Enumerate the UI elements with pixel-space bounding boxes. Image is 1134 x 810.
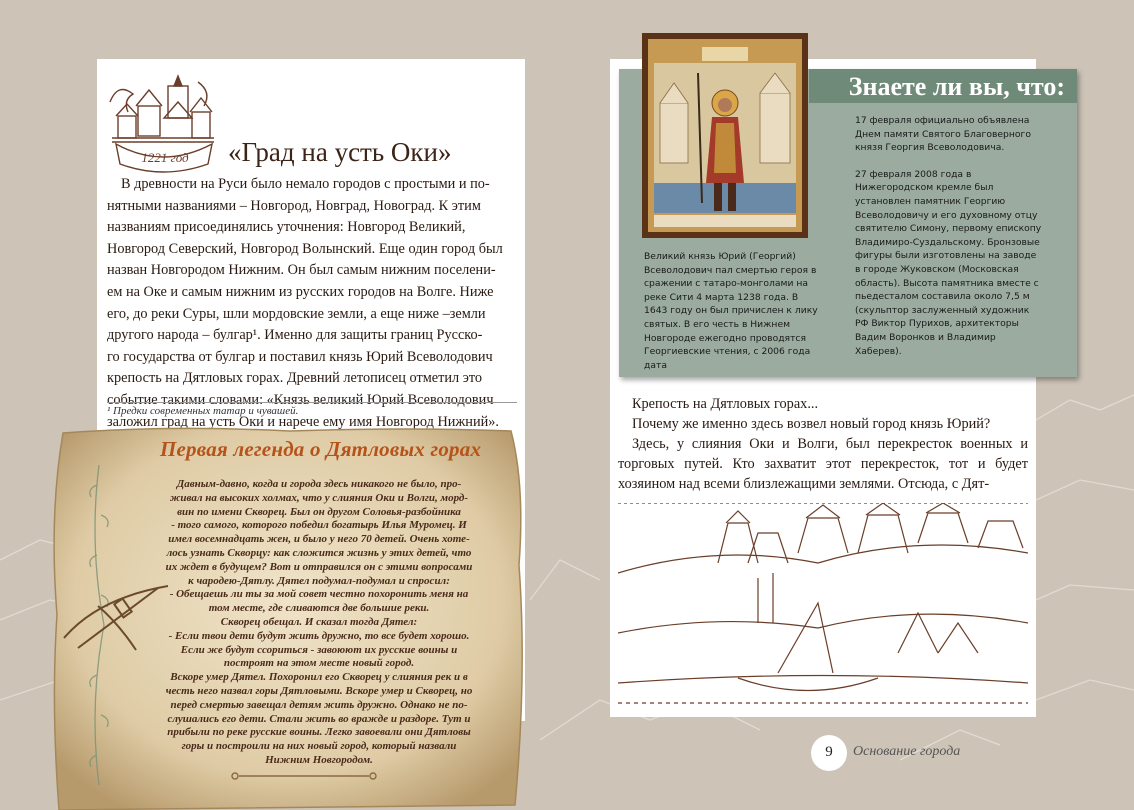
- legend-line: их ждет в будущем? Вот и отправился он с этими вопросами: [165, 560, 473, 573]
- info-box-title: Знаете ли вы, что:: [848, 72, 1065, 101]
- legend-line: построят на этом месте новый город.: [223, 657, 415, 670]
- main-text: [107, 174, 515, 433]
- legend-line: слушались его дети. Стали жить во вражде и раздоре. Тут и: [167, 712, 471, 725]
- legend-line: перед смертью завещал детям жить дружно. Однако не по-: [170, 698, 468, 711]
- seal-year: 1221 год: [141, 150, 189, 165]
- legend-line: - Обещаешь ли ты за мой совет честно похоронить меня на: [169, 588, 469, 601]
- page-title: «Град на усть Оки»: [228, 137, 452, 167]
- fact-2: 27 февраля 2008 года в Нижегородском кремле был установлен памятник Георгию Всеволодовичу и его духовному отцу святителю Симону, первому епископу Владимиро-Суздальскому. Бронзовые фигуры были изготовлены на заводе в городе Жуковском (Московская область). Высота памятника вместе с пьедесталом составила около 7,5 м (скульптор заслуженный художник РФ Виктор Пурихов, архитекторы Вадим Воронков и Владимир Хаберев).: [855, 168, 1042, 357]
- text-line: названиям присоединялись уточнения: Новгород Великий,: [107, 219, 466, 236]
- legend-line: Давным-давно, когда и города здесь никакого не было, про-: [176, 478, 462, 490]
- text-line: Новгород Северский, Новгород Волынский. Еще один город был: [107, 240, 503, 257]
- text-line: нятными названиями – Новгород, Новград, Новоград. К этим: [107, 197, 481, 214]
- text-line: ем на Оке и самым нижним из русских городов на Волге. Ниже: [107, 283, 494, 300]
- legend-line: горы и построили на них новый город, который назвали: [181, 740, 457, 753]
- legend-line: прибыли по реке русские воины. Легко завоевали они Дятловы: [167, 726, 471, 739]
- legend-line: лось узнать Скворцу: как сложится жизнь у этих детей, что: [166, 546, 472, 559]
- text-line: назван Новгородом Нижним. Он был самым нижним поселени-: [107, 262, 496, 279]
- legend-line: имел восемнадцать жен, и было у него 70 детей. Очень хоте-: [168, 533, 470, 546]
- text-line: событие такими словами: «Князь великий Юрий Всеволодович: [107, 391, 494, 408]
- legend-line: Вскоре умер Дятел. Похоронил его Скворец у слияния рек и в: [170, 671, 468, 684]
- legend-line: живал на высоких холмах, что у слияния Оки и Волги, морд-: [169, 491, 469, 504]
- text-line: Крепость на Дятловых горах...: [632, 396, 819, 412]
- icon-painting-yuri: [642, 33, 808, 238]
- text-line: го государства от булгар и поставил князь Юрий Всеволодович: [107, 348, 493, 365]
- legend-title: Первая легенда о Дятловых горах: [160, 437, 482, 461]
- legend-line: Если же будут ссориться - завоюют их русские воины и: [180, 643, 458, 656]
- kremlin-seal-illustration: [108, 72, 218, 174]
- legend-line: Скворец обещал. И сказал тогда Дятел:: [220, 615, 418, 628]
- legend-line: том месте, где сливаются две большие реки.: [208, 602, 430, 615]
- legend-line: честь него назвал горы Дятловыми. Вскоре умер и Скворец, но: [165, 684, 473, 697]
- page-number: 9: [825, 744, 833, 760]
- text-line: другого народа – булгар¹. Именно для защиты границ Русско-: [107, 327, 483, 344]
- text-line: Почему же именно здесь возвел новый город князь Юрий?: [632, 416, 991, 432]
- legend-line: - того самого, которого победил богатырь Илья Муромец. И: [171, 519, 467, 532]
- legend-line: к чародею-Дятлу. Дятел подумал-подумал и спросил:: [188, 574, 450, 587]
- footnote: ¹ Предки современных татар и чувашей.: [107, 405, 299, 417]
- legend-line: - Если твои дети будут жить дружно, то все будет хорошо.: [168, 629, 470, 642]
- footnote-divider: [107, 402, 517, 403]
- text-line: В древности на Руси было немало городов с простыми и по-: [121, 176, 490, 192]
- section-name: Основание города: [853, 744, 961, 759]
- legend-line: Нижним Новгородом.: [265, 753, 373, 766]
- icon-caption: Великий князь Юрий (Георгий) Всеволодович пал смертью героя в сражении с татаро-монголами на реке Сити 4 марта 1238 года. В 1643 году он был причислен к лику святых. В его честь в Нижнем Новгороде ежегодно проводятся Георгиевские чтения, с 2006 года дата: [644, 251, 818, 371]
- fact-1: 17 февраля официально объявлена Днем памяти Святого Благоверного князя Георгия Всеволодовича.: [855, 115, 1031, 154]
- info-box-header: [809, 69, 1077, 103]
- legend-line: вин по имени Скворец. Был он другом Соловья-разбойника: [177, 505, 461, 518]
- right-body-text: [618, 394, 1028, 494]
- fortress-illustration: [618, 503, 1028, 711]
- legend-text: [148, 478, 490, 768]
- text-line: его, до реки Суры, шли мордовские земли, а еще ниже –земли: [107, 305, 486, 322]
- facts: [855, 114, 1043, 371]
- text-line: Здесь, у слияния Оки и Волги, был перекресток военных и торговых путей. Кто захватит этот перекресток, тот и будет хозяином над всеми близлежащими землями. Отсюда, с Дят-: [618, 436, 1028, 492]
- text-line: крепость на Дятловых горах. Древний летописец отметил это: [107, 370, 483, 387]
- text-line: заложил град на усть Оки и нарече ему имя Новгород Нижний».: [107, 413, 499, 430]
